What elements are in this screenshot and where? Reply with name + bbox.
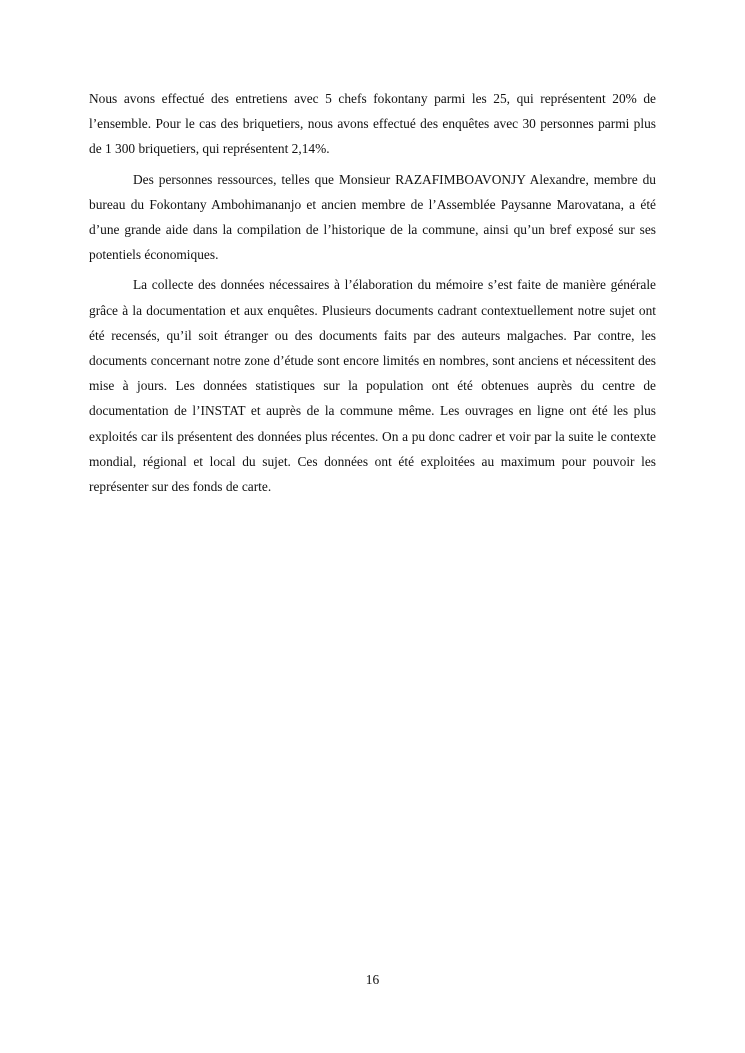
paragraph-interviews: Nous avons effectué des entretiens avec 5 chefs fokontany parmi les 25, qui représentent 20% de l’ensemble. Pour le cas des briquetiers, nous avons effectué des enquêtes avec 30 personnes parmi plus de 1 300 briquetiers, qui représentent 2,14%. bbox=[89, 91, 656, 157]
paragraph-resource-persons: Des personnes ressources, telles que Monsieur RAZAFIMBOAVONJY Alexandre, membre du bureau du Fokontany Ambohimananjo et ancien membre de l’Assemblée Paysanne Marovatana, a été d’une grande aide dans la compilation de l’historique de la commune, ainsi qu’un bref exposé sur ses potentiels économiques. bbox=[89, 171, 656, 263]
body-text bbox=[89, 86, 656, 504]
page-number: 16 bbox=[365, 972, 380, 987]
paragraph-data-collection: La collecte des données nécessaires à l’élaboration du mémoire s’est faite de manière générale grâce à la documentation et aux enquêtes. Plusieurs documents cadrant contextuellement notre sujet ont été recensés, qu’il soit étranger ou des documents faits par des auteurs malgaches. Par contre, les documents concernant notre zone d’étude sont encore limités en nombres, sont anciens et nécessitent des mise à jours. Les données statistiques sur la population ont été obtenues auprès du centre de documentation de l’INSTAT et auprès de la commune même. Les ouvrages en ligne ont été les plus exploités car ils présentent des données plus récentes. On a pu donc cadrer et voir par la suite le contexte mondial, régional et local du sujet. Ces données ont été exploitées au maximum pour pouvoir les représenter sur des fonds de carte. bbox=[89, 277, 656, 495]
